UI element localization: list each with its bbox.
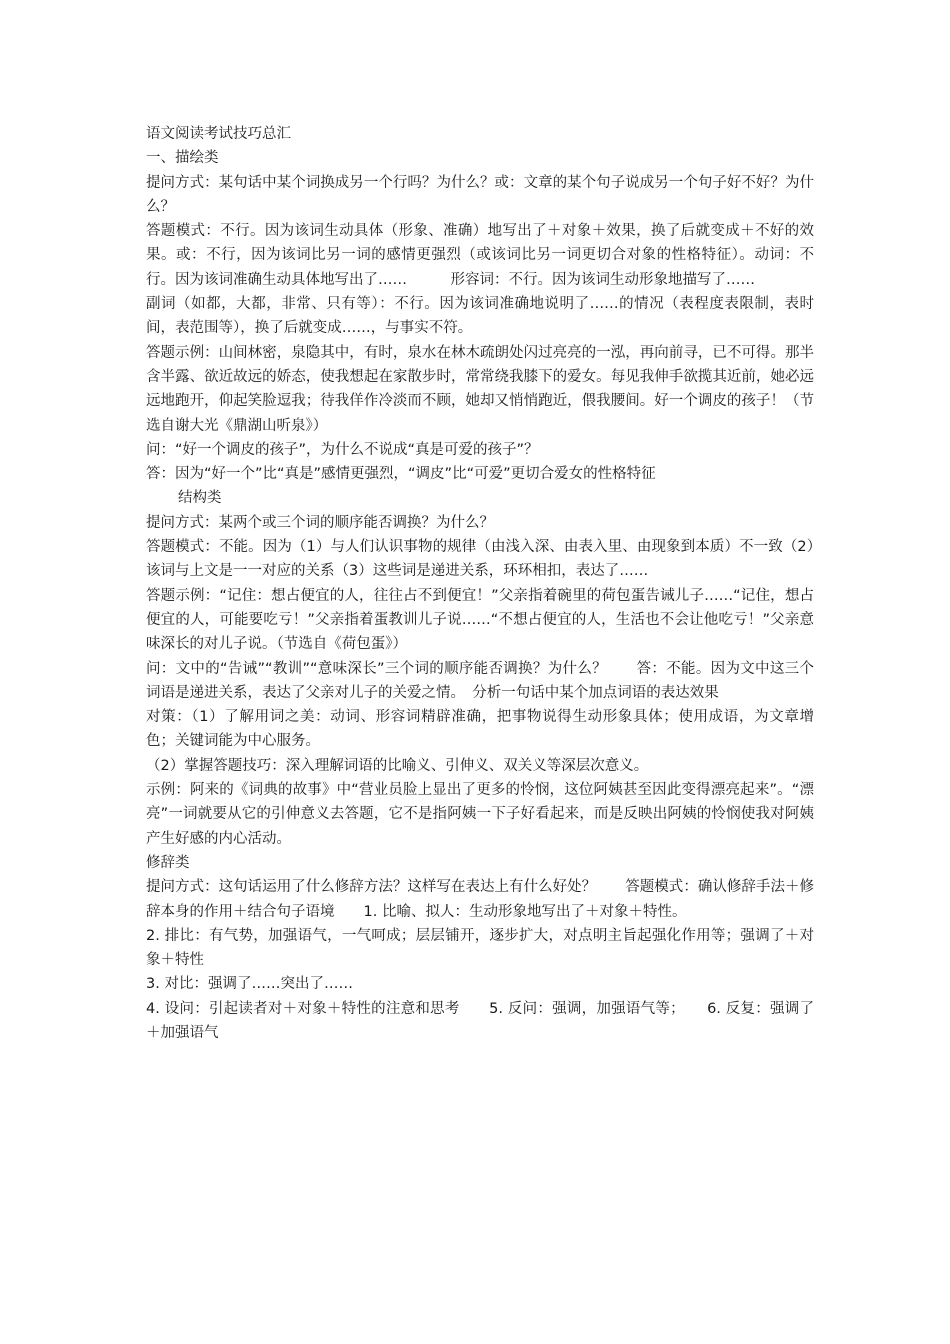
paragraph: 答题示例：“记住：想占便宜的人，往往占不到便宜！”父亲指着碗里的荷包蛋告诫儿子……“记住，想占便宜的人，可能要吃亏！”父亲指着蛋教训儿子说……“不想占便宜的人，生活也不会让他吃亏！”父亲意味深长的对儿子说。（节选自《荷包蛋》） — [146, 587, 814, 653]
paragraph: 答题模式：不行。因为该词生动具体（形象、准确）地写出了＋对象＋效果，换了后就变成＋不好的效果。或：不行，因为该词比另一词的感情更强烈（或该词比另一词更切合对象的性格特征）。动词：不行。因为该词准确生动具体地写出了…… 形容词：不行。因为该词生动形象地描写了…… — [146, 223, 814, 288]
section-heading: 一、描绘类 — [146, 150, 219, 167]
paragraph: 提问方式：这句话运用了什么修辞方法？这样写在表达上有什么好处？ 答题模式：确认修辞手法＋修辞本身的作用＋结合句子语境 1. 比喻、拟人：生动形象地写出了＋对象＋特性。 — [146, 879, 814, 920]
paragraph: 答题示例：山间林密，泉隐其中，有时，泉水在林木疏朗处闪过亮亮的一泓，再向前寻，已不可得。那半含半露、欲近故远的娇态，使我想起在家散步时，常常绕我膝下的爱女。每见我伸手欲揽其近前，她必远远地跑开，仰起笑脸逗我；待我佯作冷淡而不顾，她却又悄悄跑近，偎我腰间。好一个调皮的孩子！（节选自谢大光《鼎湖山听泉》） — [146, 344, 814, 434]
paragraph: 对策：（1）了解用词之美：动词、形容词精辟准确，把事物说得生动形象具体；使用成语，为文章增色；关键词能为中心服务。 — [146, 709, 814, 750]
paragraph: 问：“好一个调皮的孩子”，为什么不说成“真是可爱的孩子”？ — [146, 441, 539, 458]
paragraph: （2）掌握答题技巧：深入理解词语的比喻义、引伸义、双关义等深层次意义。 — [146, 757, 649, 774]
paragraph: 提问方式：某句话中某个词换成另一个行吗？为什么？或：文章的某个句子说成另一个句子好不好？为什么？ — [146, 174, 814, 215]
paragraph: 3. 对比：强调了……突出了…… — [146, 976, 353, 993]
document-title: 语文阅读考试技巧总汇 — [146, 126, 291, 142]
paragraph: 问：文中的“告诫”“教训”“意味深长”三个词的顺序能否调换？为什么？ 答：不能。因为文中这三个词语是递进关系，表达了父亲对儿子的关爱之情。 分析一句话中某个加点词语的表达效果 — [146, 660, 814, 701]
paragraph: 答：因为“好一个”比“真是”感情更强烈，“调皮”比“可爱”更切合爱女的性格特征 — [146, 466, 656, 483]
paragraph: 副词（如都，大都，非常、只有等）：不行。因为该词准确地说明了……的情况（表程度表限制，表时间，表范围等），换了后就变成……，与事实不符。 — [146, 296, 814, 337]
section-heading: 修辞类 — [146, 854, 190, 871]
paragraph: 2. 排比：有气势，加强语气，一气呵成；层层铺开，逐步扩大，对点明主旨起强化作用等；强调了＋对象＋特性 — [146, 927, 814, 969]
paragraph: 答题模式：不能。因为（1）与人们认识事物的规律（由浅入深、由表入里、由现象到本质）不一致（2）该词与上文是一一对应的关系（3）这些词是递进关系，环环相扣，表达了…… — [146, 539, 814, 580]
paragraph: 示例：阿来的《词典的故事》中“营业员脸上显出了更多的怜悯，这位阿姨甚至因此变得漂亮起来”。“漂亮”一词就要从它的引伸意义去答题，它不是指阿姨一下子好看起来，而是反映出阿姨的怜悯使我对阿姨产生好感的内心活动。 — [146, 782, 814, 847]
section-heading: 结构类 — [178, 490, 222, 507]
document-body — [146, 122, 814, 1045]
paragraph: 提问方式：某两个或三个词的顺序能否调换？为什么？ — [146, 514, 494, 531]
paragraph: 4. 设问：引起读者对＋对象＋特性的注意和思考 5. 反问：强调，加强语气等； 6. 反复：强调了＋加强语气 — [146, 1000, 814, 1041]
